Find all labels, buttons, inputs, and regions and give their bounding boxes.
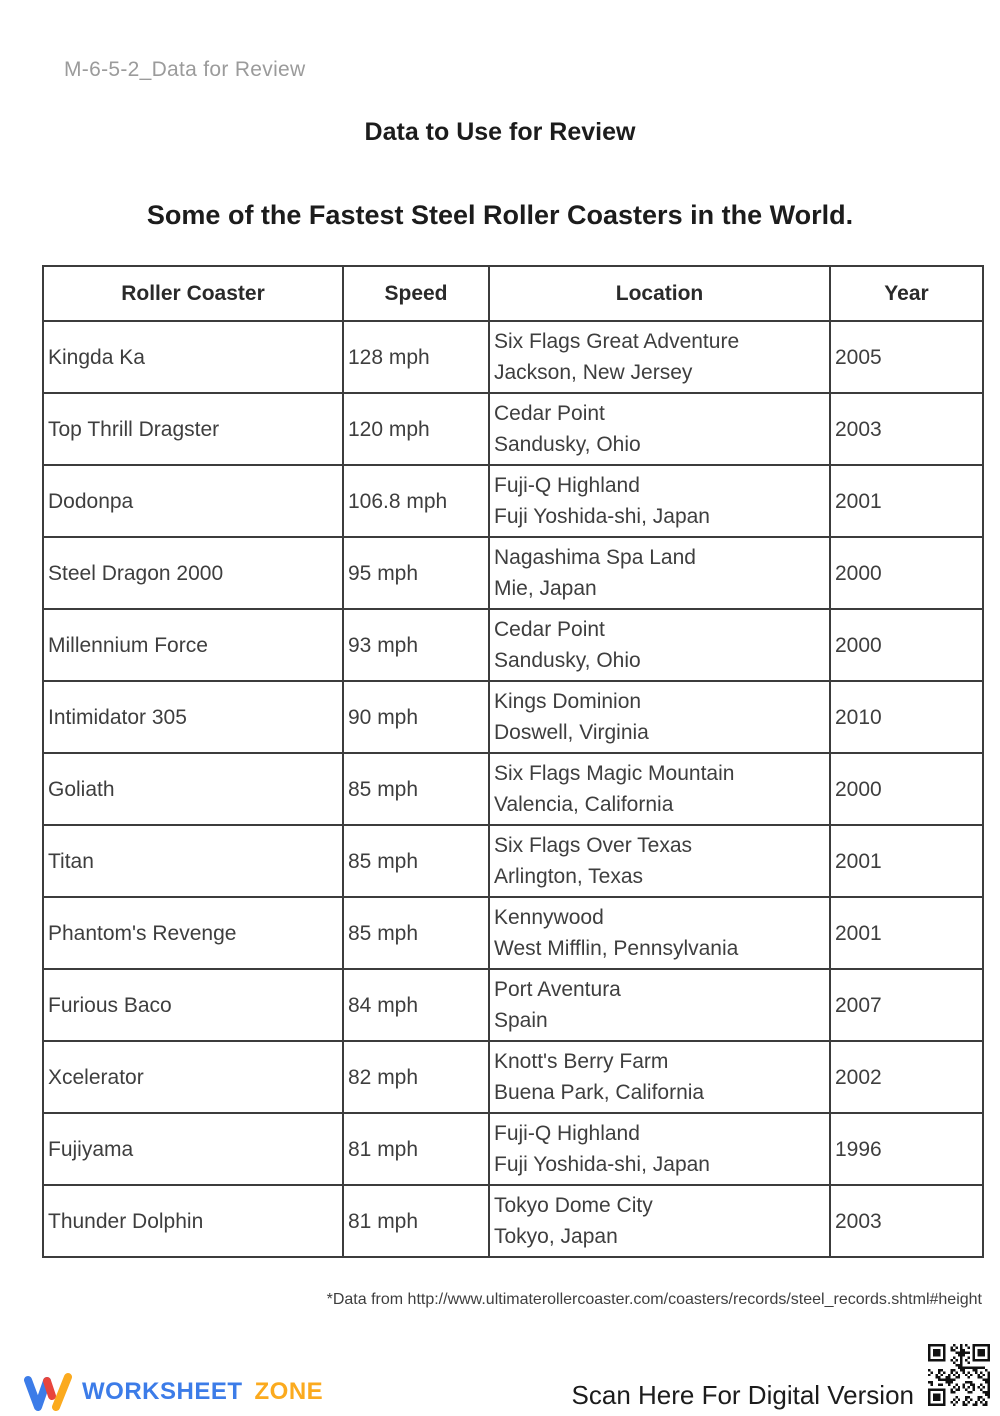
cell-speed: 90 mph [343,681,489,753]
cell-roller-coaster: Furious Baco [43,969,343,1041]
cell-location [489,825,830,897]
cell-roller-coaster: Goliath [43,753,343,825]
cell-location [489,1041,830,1113]
page-title: Data to Use for Review [364,118,636,146]
cell-speed: 95 mph [343,537,489,609]
cell-roller-coaster: Phantom's Revenge [43,897,343,969]
cell-roller-coaster: Top Thrill Dragster [43,393,343,465]
location-park-line: Cedar Point [494,402,605,425]
location-city-line: Tokyo, Japan [494,1225,618,1248]
location-city-line: Sandusky, Ohio [494,433,641,456]
table-row [43,825,983,897]
cell-year: 2000 [830,609,983,681]
location-park-line: Kings Dominion [494,690,642,713]
cell-speed: 120 mph [343,393,489,465]
document-filename-label: M-6-5-2_Data for Review [64,58,306,81]
cell-year: 2005 [830,321,983,393]
cell-year: 2000 [830,537,983,609]
cell-roller-coaster: Thunder Dolphin [43,1185,343,1257]
location-park-line: Port Aventura [494,978,621,1001]
qr-code [926,1338,992,1412]
cell-roller-coaster: Xcelerator [43,1041,343,1113]
cell-location [489,465,830,537]
cell-roller-coaster: Kingda Ka [43,321,343,393]
location-park-line: Nagashima Spa Land [494,546,696,569]
cell-year: 2002 [830,1041,983,1113]
location-park-line: Knott's Berry Farm [494,1050,669,1073]
table-caption-title: Some of the Fastest Steel Roller Coasters in the World. [146,200,854,230]
cell-roller-coaster: Millennium Force [43,609,343,681]
table-row [43,753,983,825]
cell-location [489,897,830,969]
cell-speed: 93 mph [343,609,489,681]
col-header-speed: Speed [343,266,489,321]
logo-w-icon [22,1368,74,1416]
cell-speed: 81 mph [343,1185,489,1257]
cell-roller-coaster: Steel Dragon 2000 [43,537,343,609]
cell-location [489,1113,830,1185]
cell-roller-coaster: Fujiyama [43,1113,343,1185]
cell-speed: 81 mph [343,1113,489,1185]
location-park-line: Fuji-Q Highland [494,1122,640,1145]
table-header-row [43,266,983,321]
table-row [43,465,983,537]
cell-roller-coaster: Dodonpa [43,465,343,537]
location-city-line: Mie, Japan [494,577,597,600]
col-header-location: Location [489,266,830,321]
table-row [43,1185,983,1257]
cell-location [489,1185,830,1257]
location-city-line: Spain [494,1009,548,1032]
table-body [43,321,983,1257]
cell-year: 2001 [830,825,983,897]
table-row [43,321,983,393]
cell-year: 2003 [830,1185,983,1257]
cell-location [489,681,830,753]
cell-year: 1996 [830,1113,983,1185]
location-park-line: Fuji-Q Highland [494,474,640,497]
table-row [43,609,983,681]
cell-year: 2001 [830,465,983,537]
location-park-line: Cedar Point [494,618,605,641]
cell-speed: 84 mph [343,969,489,1041]
table-row [43,393,983,465]
cell-year: 2003 [830,393,983,465]
location-city-line: Doswell, Virginia [494,721,649,744]
table-row [43,681,983,753]
location-park-line: Tokyo Dome City [494,1194,653,1217]
coaster-table [42,265,984,1258]
cell-year: 2007 [830,969,983,1041]
location-city-line: Sandusky, Ohio [494,649,641,672]
cell-location [489,537,830,609]
table-row [43,1041,983,1113]
location-city-line: Buena Park, California [494,1081,705,1104]
col-header-roller-coaster: Roller Coaster [43,266,343,321]
cell-location [489,753,830,825]
cell-speed: 85 mph [343,825,489,897]
location-park-line: Six Flags Great Adventure [494,330,740,353]
cell-speed: 106.8 mph [343,465,489,537]
logo-text-worksheet: WORKSHEET [82,1378,243,1405]
scan-here-label: Scan Here For Digital Version [571,1380,914,1410]
table-row [43,969,983,1041]
location-city-line: Fuji Yoshida-shi, Japan [494,1153,710,1176]
location-park-line: Six Flags Magic Mountain [494,762,735,785]
data-source-footnote: *Data from http://www.ultimaterollercoaster.com/coasters/records/steel_records.shtml#height [326,1291,982,1308]
cell-year: 2010 [830,681,983,753]
table-row [43,897,983,969]
cell-speed: 85 mph [343,753,489,825]
location-city-line: Jackson, New Jersey [494,361,693,384]
cell-location [489,609,830,681]
table-row [43,1113,983,1185]
table-row [43,537,983,609]
location-park-line: Six Flags Over Texas [494,834,693,857]
cell-speed: 128 mph [343,321,489,393]
location-city-line: Valencia, California [494,793,674,816]
location-park-line: Kennywood [494,906,604,929]
cell-speed: 85 mph [343,897,489,969]
cell-location [489,969,830,1041]
location-city-line: Fuji Yoshida-shi, Japan [494,505,710,528]
cell-location [489,393,830,465]
cell-year: 2001 [830,897,983,969]
coaster-table-container [42,265,982,1258]
col-header-year: Year [830,266,983,321]
cell-roller-coaster: Intimidator 305 [43,681,343,753]
cell-speed: 82 mph [343,1041,489,1113]
cell-roller-coaster: Titan [43,825,343,897]
location-city-line: West Mifflin, Pennsylvania [494,937,739,960]
cell-location [489,321,830,393]
cell-year: 2000 [830,753,983,825]
logo-text-zone: ZONE [254,1378,324,1405]
worksheetzone-logo [22,1368,323,1416]
location-city-line: Arlington, Texas [494,865,644,888]
